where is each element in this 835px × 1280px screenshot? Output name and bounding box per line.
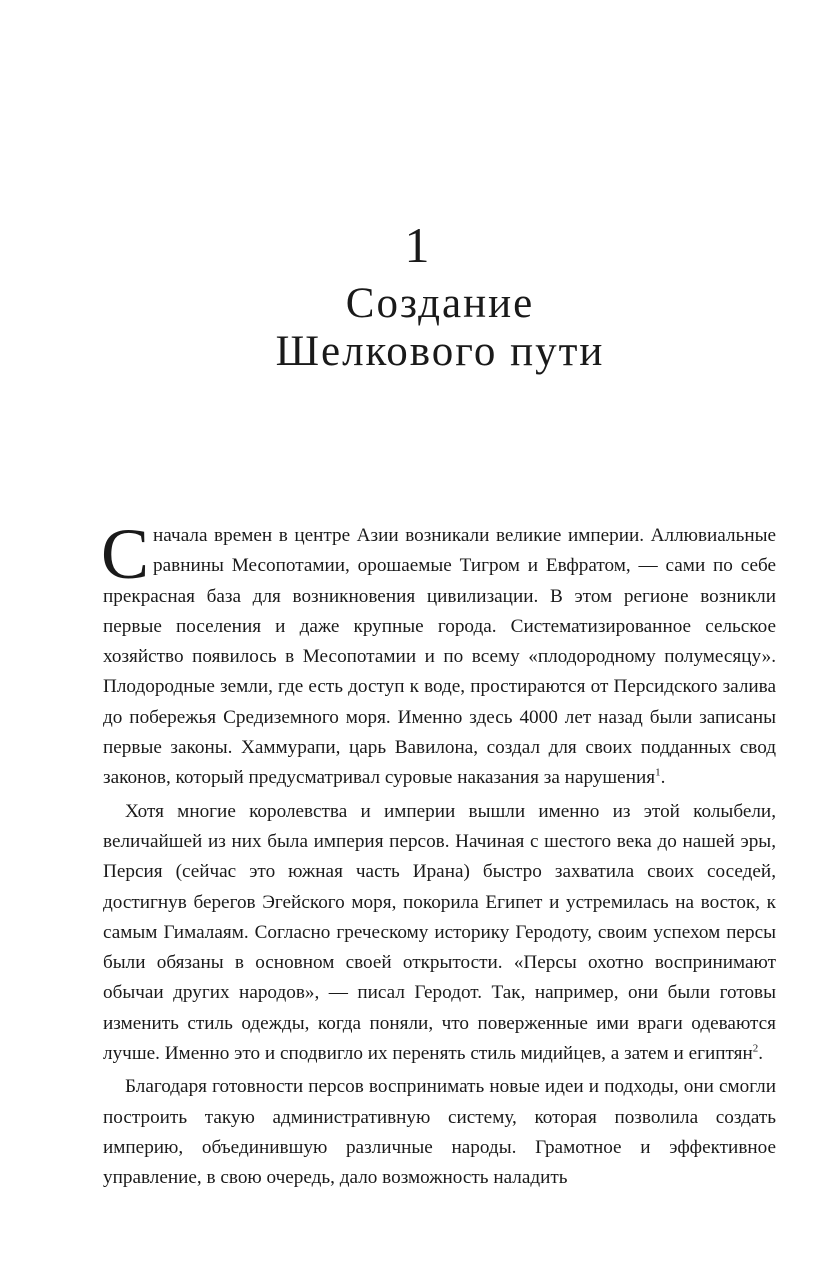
footnote-marker: 2	[752, 1042, 759, 1055]
drop-cap: С	[101, 514, 150, 594]
paragraph-3	[103, 1072, 776, 1193]
chapter-title	[0, 280, 835, 376]
chapter-title-line-2: Шелкового пути	[275, 328, 605, 375]
paragraph-text: Хотя многие королевства и империи вышли именно из этой колыбели, величайшей из них была империя персов. Начиная с шестого века до нашей эры, Персия (сейчас это южная часть Ирана) быстро захватила своих соседей, достигнув берегов Эгейского моря, покорила Египет и устремилась на восток, к самым Гималаям. Согласно греческому историку Геродоту, своим успехом персы были обязаны в основном своей открытости. «Персы охотно воспринимают обычаи других народов», — писал Геродот. Так, например, они были готовы изменить стиль одежды, когда поняли, что поверженные ими враги одеваются лучше. Именно это и сподвигло их перенять стиль мидийцев, а затем и египтян	[103, 800, 776, 1065]
chapter-body	[101, 514, 776, 1194]
paragraph-text: начала времен в центре Азии возникали великие империи. Аллювиальные равнины Месопотамии, орошаемые Тигром и Евфратом, — сами по себе прекрасная база для возникновения цивилизации. В этом регионе возникли первые поселения и даже крупные города. Систематизированное сельское хозяйство появилось в Месопотамии и по всему «плодородному полумесяцу». Плодородные земли, где есть доступ к воде, простираются от Персидского залива до побережья Средиземного моря. Именно здесь 4000 лет назад были записаны первые законы. Хаммурапи, царь Вавилона, создал для своих подданных свод законов, который предусматривал суровые наказания за нарушения	[103, 525, 776, 789]
chapter-number: 1	[404, 217, 431, 273]
footnote-marker: 1	[655, 766, 661, 779]
paragraph-2	[103, 797, 776, 1070]
paragraph-text: Благодаря готовности персов воспринимать новые идеи и подходы, они смогли построить такую административную систему, которая позволила создать империю, объединившую различные народы. Грамотное и эффективное управление, в свою очередь, дало возможность наладить	[103, 1076, 776, 1189]
chapter-title-line-1: Создание	[345, 280, 535, 327]
paragraph-1	[101, 514, 776, 794]
paragraph-tail: .	[758, 1043, 764, 1065]
paragraph-tail: .	[660, 767, 666, 789]
